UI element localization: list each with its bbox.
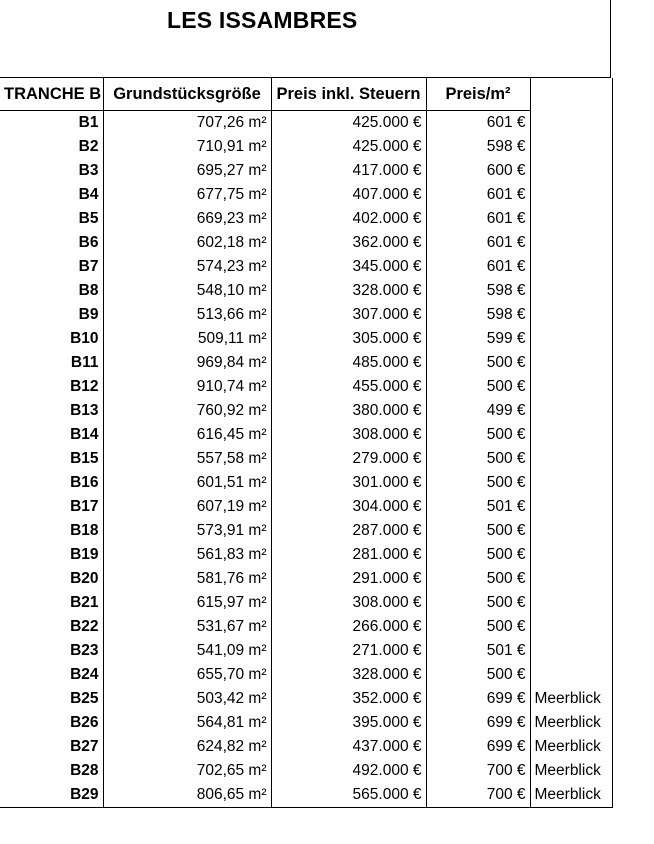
header-row — [0, 78, 612, 111]
note-cell — [530, 567, 612, 591]
lot-cell: B19 — [0, 543, 103, 567]
note-cell — [530, 111, 612, 136]
price-per-m2-cell: 500 € — [426, 375, 530, 399]
lot-cell: B10 — [0, 327, 103, 351]
table-row — [0, 615, 612, 639]
size-cell: 695,27 m² — [103, 159, 271, 183]
note-cell — [530, 135, 612, 159]
price-per-m2-cell: 601 € — [426, 111, 530, 136]
price-per-m2-cell: 699 € — [426, 687, 530, 711]
price-cell: 362.000 € — [271, 231, 426, 255]
table-row — [0, 111, 612, 136]
note-cell — [530, 663, 612, 687]
note-cell — [530, 399, 612, 423]
header-price-per-m2: Preis/m² — [426, 78, 530, 111]
size-cell: 702,65 m² — [103, 759, 271, 783]
price-cell: 328.000 € — [271, 663, 426, 687]
size-cell: 574,23 m² — [103, 255, 271, 279]
price-cell: 352.000 € — [271, 687, 426, 711]
table-row — [0, 663, 612, 687]
price-per-m2-cell: 598 € — [426, 279, 530, 303]
lot-cell: B11 — [0, 351, 103, 375]
lot-cell: B24 — [0, 663, 103, 687]
table-row — [0, 375, 612, 399]
price-per-m2-cell: 699 € — [426, 711, 530, 735]
lot-cell: B23 — [0, 639, 103, 663]
header-size: Grundstücksgröße — [103, 78, 271, 111]
lot-cell: B28 — [0, 759, 103, 783]
size-cell: 601,51 m² — [103, 471, 271, 495]
note-cell — [530, 519, 612, 543]
table-row — [0, 783, 612, 808]
price-per-m2-cell: 601 € — [426, 255, 530, 279]
page-title: LES ISSAMBRES — [167, 7, 358, 33]
price-cell: 291.000 € — [271, 567, 426, 591]
price-per-m2-cell: 500 € — [426, 591, 530, 615]
header-note — [530, 78, 612, 111]
size-cell: 607,19 m² — [103, 495, 271, 519]
price-cell: 328.000 € — [271, 279, 426, 303]
price-per-m2-cell: 700 € — [426, 783, 530, 808]
price-cell: 455.000 € — [271, 375, 426, 399]
size-cell: 655,70 m² — [103, 663, 271, 687]
header-price: Preis inkl. Steuern — [271, 78, 426, 111]
note-cell: Meerblick — [530, 711, 612, 735]
size-cell: 548,10 m² — [103, 279, 271, 303]
price-cell: 425.000 € — [271, 111, 426, 136]
size-cell: 557,58 m² — [103, 447, 271, 471]
price-cell: 305.000 € — [271, 327, 426, 351]
lot-cell: B5 — [0, 207, 103, 231]
title-cell — [0, 0, 611, 78]
table-row — [0, 423, 612, 447]
size-cell: 573,91 m² — [103, 519, 271, 543]
lot-cell: B16 — [0, 471, 103, 495]
price-cell: 308.000 € — [271, 591, 426, 615]
note-cell — [530, 183, 612, 207]
note-cell — [530, 639, 612, 663]
lot-cell: B25 — [0, 687, 103, 711]
note-cell — [530, 279, 612, 303]
size-cell: 616,45 m² — [103, 423, 271, 447]
price-per-m2-cell: 601 € — [426, 231, 530, 255]
note-cell — [530, 471, 612, 495]
size-cell: 806,65 m² — [103, 783, 271, 808]
lot-cell: B27 — [0, 735, 103, 759]
table-row — [0, 591, 612, 615]
price-per-m2-cell: 500 € — [426, 663, 530, 687]
table-row — [0, 639, 612, 663]
price-per-m2-cell: 601 € — [426, 183, 530, 207]
price-per-m2-cell: 599 € — [426, 327, 530, 351]
lot-cell: B17 — [0, 495, 103, 519]
note-cell — [530, 591, 612, 615]
price-per-m2-cell: 500 € — [426, 519, 530, 543]
price-cell: 281.000 € — [271, 543, 426, 567]
size-cell: 707,26 m² — [103, 111, 271, 136]
note-cell — [530, 615, 612, 639]
price-cell: 308.000 € — [271, 423, 426, 447]
lot-cell: B13 — [0, 399, 103, 423]
price-per-m2-cell: 500 € — [426, 471, 530, 495]
lot-cell: B12 — [0, 375, 103, 399]
lot-cell: B20 — [0, 567, 103, 591]
lot-cell: B15 — [0, 447, 103, 471]
price-cell: 345.000 € — [271, 255, 426, 279]
table-row — [0, 447, 612, 471]
note-cell: Meerblick — [530, 759, 612, 783]
note-cell — [530, 159, 612, 183]
note-cell — [530, 375, 612, 399]
table-row — [0, 735, 612, 759]
price-per-m2-cell: 500 € — [426, 447, 530, 471]
table-row — [0, 711, 612, 735]
note-cell — [530, 423, 612, 447]
price-cell: 279.000 € — [271, 447, 426, 471]
price-per-m2-cell: 600 € — [426, 159, 530, 183]
price-per-m2-cell: 598 € — [426, 135, 530, 159]
price-per-m2-cell: 500 € — [426, 543, 530, 567]
table-row — [0, 399, 612, 423]
price-cell: 425.000 € — [271, 135, 426, 159]
price-cell: 307.000 € — [271, 303, 426, 327]
note-cell — [530, 327, 612, 351]
price-cell: 402.000 € — [271, 207, 426, 231]
lot-cell: B2 — [0, 135, 103, 159]
price-cell: 287.000 € — [271, 519, 426, 543]
price-cell: 565.000 € — [271, 783, 426, 808]
price-cell: 266.000 € — [271, 615, 426, 639]
table-body — [0, 111, 612, 808]
price-cell: 407.000 € — [271, 183, 426, 207]
price-cell: 485.000 € — [271, 351, 426, 375]
price-cell: 301.000 € — [271, 471, 426, 495]
size-cell: 561,83 m² — [103, 543, 271, 567]
note-cell — [530, 255, 612, 279]
table-row — [0, 471, 612, 495]
table-row — [0, 231, 612, 255]
price-cell: 380.000 € — [271, 399, 426, 423]
size-cell: 564,81 m² — [103, 711, 271, 735]
note-cell: Meerblick — [530, 687, 612, 711]
note-cell — [530, 231, 612, 255]
size-cell: 513,66 m² — [103, 303, 271, 327]
price-per-m2-cell: 500 € — [426, 567, 530, 591]
lot-cell: B7 — [0, 255, 103, 279]
note-cell — [530, 495, 612, 519]
lot-cell: B29 — [0, 783, 103, 808]
price-per-m2-cell: 500 € — [426, 351, 530, 375]
table-row — [0, 687, 612, 711]
table-row — [0, 543, 612, 567]
table-row — [0, 255, 612, 279]
note-cell: Meerblick — [530, 783, 612, 808]
price-per-m2-cell: 601 € — [426, 207, 530, 231]
price-cell: 395.000 € — [271, 711, 426, 735]
price-per-m2-cell: 501 € — [426, 639, 530, 663]
price-table — [0, 78, 613, 808]
table-row — [0, 279, 612, 303]
table-row — [0, 327, 612, 351]
lot-cell: B21 — [0, 591, 103, 615]
table-row — [0, 303, 612, 327]
table-row — [0, 567, 612, 591]
lot-cell: B18 — [0, 519, 103, 543]
size-cell: 531,67 m² — [103, 615, 271, 639]
price-per-m2-cell: 500 € — [426, 423, 530, 447]
price-per-m2-cell: 598 € — [426, 303, 530, 327]
table-row — [0, 207, 612, 231]
size-cell: 910,74 m² — [103, 375, 271, 399]
size-cell: 503,42 m² — [103, 687, 271, 711]
price-per-m2-cell: 700 € — [426, 759, 530, 783]
price-per-m2-cell: 499 € — [426, 399, 530, 423]
lot-cell: B9 — [0, 303, 103, 327]
size-cell: 760,92 m² — [103, 399, 271, 423]
note-cell — [530, 207, 612, 231]
table-row — [0, 159, 612, 183]
header-tranche: TRANCHE B — [0, 78, 103, 111]
note-cell — [530, 303, 612, 327]
size-cell: 615,97 m² — [103, 591, 271, 615]
price-per-m2-cell: 699 € — [426, 735, 530, 759]
size-cell: 677,75 m² — [103, 183, 271, 207]
note-cell — [530, 543, 612, 567]
price-per-m2-cell: 500 € — [426, 615, 530, 639]
note-cell — [530, 447, 612, 471]
price-cell: 492.000 € — [271, 759, 426, 783]
table-row — [0, 183, 612, 207]
price-per-m2-cell: 501 € — [426, 495, 530, 519]
size-cell: 624,82 m² — [103, 735, 271, 759]
size-cell: 541,09 m² — [103, 639, 271, 663]
size-cell: 581,76 m² — [103, 567, 271, 591]
price-cell: 304.000 € — [271, 495, 426, 519]
table-row — [0, 759, 612, 783]
lot-cell: B22 — [0, 615, 103, 639]
table-row — [0, 495, 612, 519]
table-row — [0, 519, 612, 543]
size-cell: 669,23 m² — [103, 207, 271, 231]
lot-cell: B14 — [0, 423, 103, 447]
note-cell: Meerblick — [530, 735, 612, 759]
table-row — [0, 351, 612, 375]
size-cell: 969,84 m² — [103, 351, 271, 375]
lot-cell: B3 — [0, 159, 103, 183]
size-cell: 602,18 m² — [103, 231, 271, 255]
lot-cell: B4 — [0, 183, 103, 207]
size-cell: 710,91 m² — [103, 135, 271, 159]
lot-cell: B8 — [0, 279, 103, 303]
note-cell — [530, 351, 612, 375]
table-row — [0, 135, 612, 159]
price-cell: 271.000 € — [271, 639, 426, 663]
price-cell: 417.000 € — [271, 159, 426, 183]
lot-cell: B26 — [0, 711, 103, 735]
lot-cell: B6 — [0, 231, 103, 255]
lot-cell: B1 — [0, 111, 103, 136]
size-cell: 509,11 m² — [103, 327, 271, 351]
price-cell: 437.000 € — [271, 735, 426, 759]
